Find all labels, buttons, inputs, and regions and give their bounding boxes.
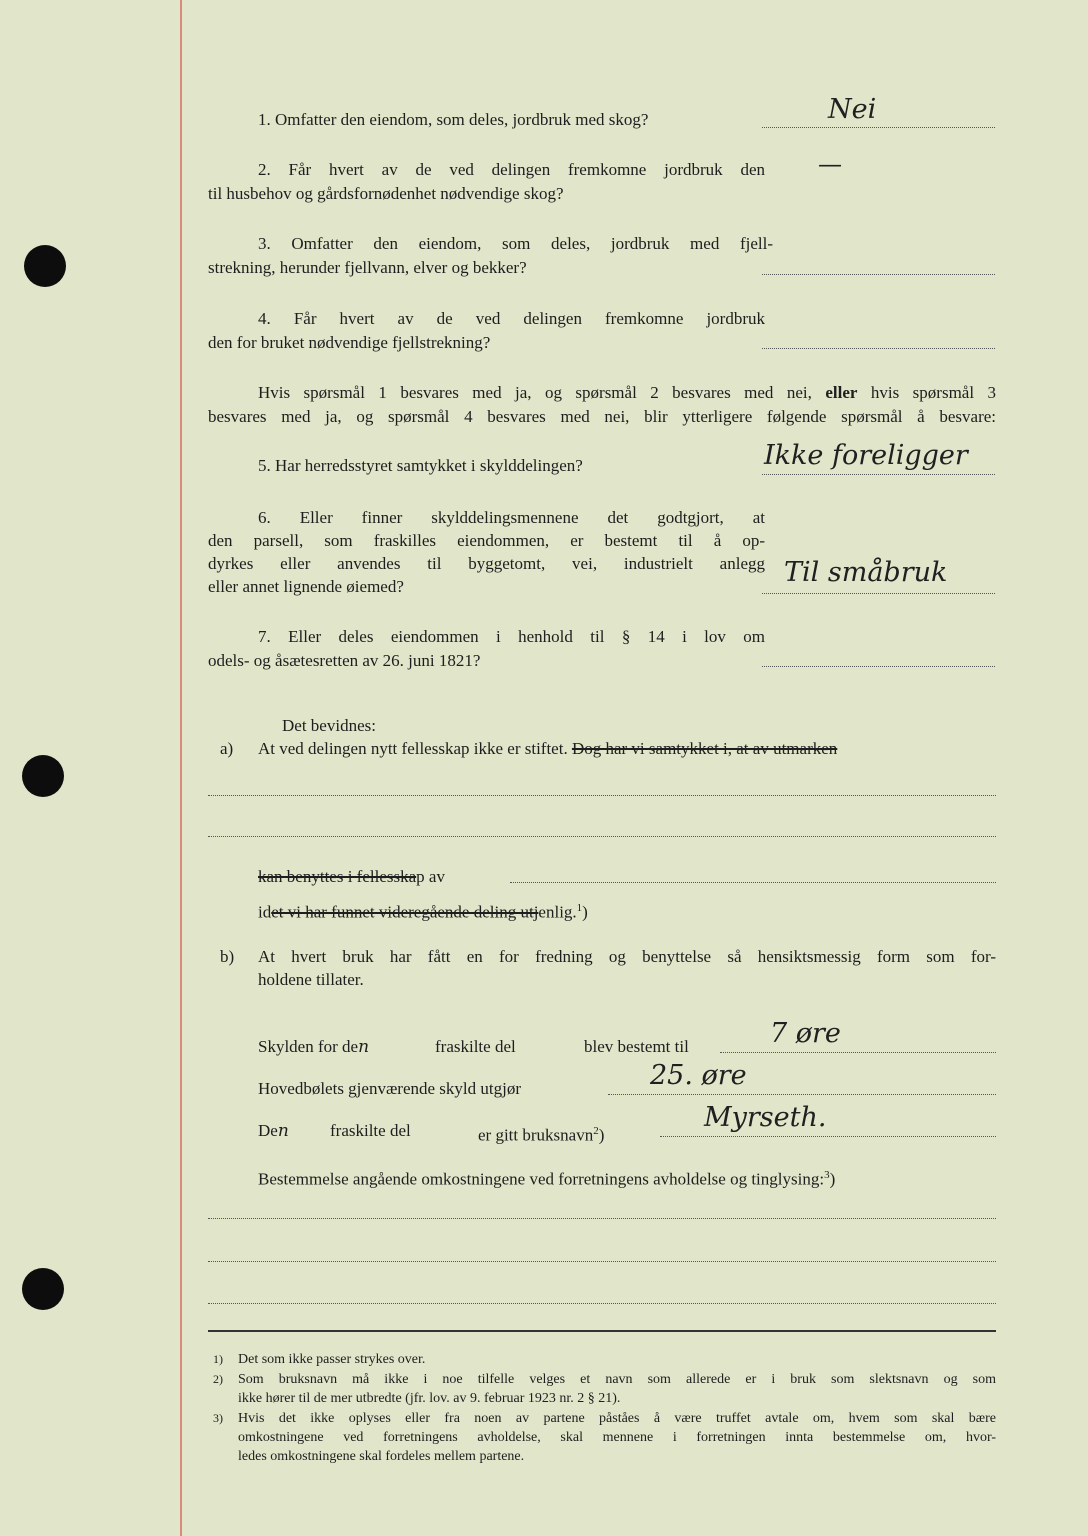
question-5: 5. Har herredsstyret samtykket i skylddelingen? bbox=[258, 456, 583, 475]
certify-heading: Det bevidnes: bbox=[282, 716, 376, 735]
question-6-line-3: dyrkes eller anvendes til byggetomt, vei, industrielt anlegg bbox=[208, 554, 765, 573]
question-1: 1. Omfatter den eiendom, som deles, jordbruk med skog? bbox=[258, 110, 649, 129]
skyld-value: 7 øre bbox=[770, 1018, 841, 1049]
question-2-line-1: 2. Får hvert av de ved delingen fremkomne jordbruk den bbox=[258, 160, 765, 179]
hoved-value: 25. øre bbox=[650, 1060, 747, 1091]
footnote-2-mark: 2) bbox=[213, 1372, 223, 1386]
punch-hole-top bbox=[24, 245, 66, 287]
answer-line-6 bbox=[762, 593, 995, 594]
navn-label-a: Den bbox=[258, 1121, 289, 1141]
bestem-blank-1 bbox=[208, 1218, 996, 1219]
certify-a-blank-1 bbox=[208, 795, 996, 796]
answer-1: Nei bbox=[828, 94, 877, 125]
certify-a-continuation: kan benyttes i fellesskap av bbox=[258, 867, 445, 886]
bestem-label: Bestemmelse angående omkostningene ved forretningens avholdelse og tinglysing:$^3$) bbox=[258, 1169, 836, 1189]
footnote-2-line-2: ikke hører til de mer utbredte (jfr. lov. av 9. februar 1923 nr. 2 § 21). bbox=[238, 1391, 621, 1406]
hoved-label: Hovedbølets gjenværende skyld utgjør bbox=[258, 1079, 521, 1098]
bestem-blank-2 bbox=[208, 1261, 996, 1262]
question-7-line-1: 7. Eller deles eiendommen i henhold til § 14 i lov om bbox=[258, 627, 765, 646]
answer-5: Ikke foreligger bbox=[764, 440, 968, 471]
certify-a-text: At ved delingen nytt fellesskap ikke er stiftet. Dog har vi samtykket i, at av utmarken bbox=[258, 739, 838, 758]
certify-a-fill-line bbox=[510, 882, 996, 883]
condition-line-1: Hvis spørsmål 1 besvares med ja, og spørsmål 2 besvares med nei, eller hvis spørsmål 3 bbox=[258, 383, 996, 402]
navn-line bbox=[660, 1136, 996, 1137]
certify-a-last-line: idet vi har funnet videregående deling utjenlig.$^1$) bbox=[258, 902, 588, 922]
answer-line-7 bbox=[762, 666, 995, 667]
navn-label-c: er gitt bruksnavn$^2$) bbox=[478, 1125, 605, 1145]
footnote-2-line-1: Som bruksnavn må ikke i noe tilfelle velges et navn som allerede er i bruk som slektsnavn og som bbox=[238, 1372, 996, 1387]
question-6-line-1: 6. Eller finner skylddelingsmennene det godtgjort, at bbox=[258, 508, 765, 527]
punch-hole-middle bbox=[22, 755, 64, 797]
question-2-line-2: til husbehov og gårdsfornødenhet nødvendige skog? bbox=[208, 184, 564, 203]
footnote-separator bbox=[208, 1330, 996, 1332]
footnote-1-mark: 1) bbox=[213, 1352, 223, 1366]
answer-line-1 bbox=[762, 127, 995, 128]
certify-b-label: b) bbox=[220, 947, 235, 966]
question-3-line-2: strekning, herunder fjellvann, elver og bekker? bbox=[208, 258, 527, 277]
skyld-label-c: blev bestemt til bbox=[584, 1037, 689, 1056]
answer-line-4 bbox=[762, 348, 995, 349]
footnote-3-line-1: Hvis det ikke oplyses eller fra noen av partene påståes å være truffet avtale om, hvem som skal bære bbox=[238, 1411, 996, 1426]
footnote-3-line-3: ledes omkostningene skal fordeles mellem partene. bbox=[238, 1449, 525, 1464]
question-3-line-1: 3. Omfatter den eiendom, som deles, jordbruk med fjell- bbox=[258, 234, 773, 253]
footnote-3-line-2: omkostningene ved forretningens avholdelse, skal mennene i forretningen innta bestemmelse om, hvor- bbox=[238, 1430, 996, 1445]
punch-hole-bottom bbox=[22, 1268, 64, 1310]
certify-a-label: a) bbox=[220, 739, 234, 758]
answer-line-5 bbox=[762, 474, 995, 475]
skyld-label-a: Skylden for den bbox=[258, 1037, 370, 1057]
question-4-line-2: den for bruket nødvendige fjellstrekning? bbox=[208, 333, 491, 352]
navn-label-b: fraskilte del bbox=[330, 1121, 411, 1140]
question-6-line-4: eller annet lignende øiemed? bbox=[208, 577, 404, 596]
bestem-blank-3 bbox=[208, 1303, 996, 1304]
condition-line-2: besvares med ja, og spørsmål 4 besvares med nei, blir ytterligere følgende spørsmål å besvare: bbox=[208, 407, 996, 426]
certify-b-line-1: At hvert bruk har fått en for fredning og benyttelse så hensiktsmessig form som for- bbox=[258, 947, 996, 966]
certify-a-blank-2 bbox=[208, 836, 996, 837]
footnote-1: Det som ikke passer strykes over. bbox=[238, 1352, 426, 1367]
question-4-line-1: 4. Får hvert av de ved delingen fremkomne jordbruk bbox=[258, 309, 765, 328]
question-6-line-2: den parsell, som fraskilles eiendommen, er bestemt til å op- bbox=[208, 531, 765, 550]
answer-line-3 bbox=[762, 274, 995, 275]
skyld-label-b: fraskilte del bbox=[435, 1037, 516, 1056]
answer-6: Til småbruk bbox=[784, 557, 948, 588]
answer-2: — bbox=[818, 150, 842, 178]
certify-b-line-2: holdene tillater. bbox=[258, 970, 364, 989]
hoved-line bbox=[608, 1094, 996, 1095]
question-7-line-2: odels- og åsætesretten av 26. juni 1821? bbox=[208, 651, 481, 670]
skyld-line bbox=[720, 1052, 996, 1053]
navn-value: Myrseth. bbox=[704, 1102, 827, 1133]
footnote-3-mark: 3) bbox=[213, 1411, 223, 1425]
margin-rule bbox=[180, 0, 182, 1536]
